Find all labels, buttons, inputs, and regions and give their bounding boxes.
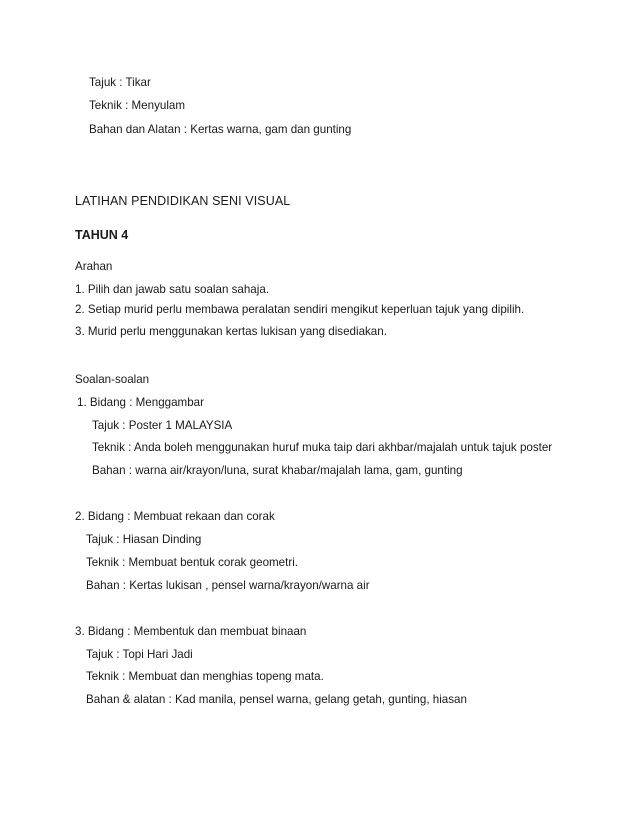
year-heading: TAHUN 4: [75, 228, 129, 242]
arahan-item: 2. Setiap murid perlu membawa peralatan sendiri mengikut keperluan tajuk yang dipilih.: [75, 303, 525, 316]
top-bahan: Bahan dan Alatan : Kertas warna, gam dan gunting: [89, 123, 352, 136]
arahan-item: 3. Murid perlu menggunakan kertas lukisan yang disediakan.: [75, 325, 387, 338]
q1-tajuk: Tajuk : Poster 1 MALAYSIA: [92, 419, 233, 432]
page-title: LATIHAN PENDIDIKAN SENI VISUAL: [75, 194, 291, 208]
top-tajuk: Tajuk : Tikar: [89, 76, 151, 89]
q1-bahan: Bahan : warna air/krayon/luna, surat khabar/majalah lama, gam, gunting: [92, 464, 463, 477]
q3-bidang: 3. Bidang : Membentuk dan membuat binaan: [75, 625, 307, 638]
q2-bidang: 2. Bidang : Membuat rekaan dan corak: [75, 510, 275, 523]
q1-bidang: 1. Bidang : Menggambar: [77, 396, 204, 409]
arahan-heading: Arahan: [75, 260, 113, 273]
top-teknik: Teknik : Menyulam: [89, 99, 186, 112]
arahan-item: 1. Pilih dan jawab satu soalan sahaja.: [75, 283, 270, 296]
q2-bahan: Bahan : Kertas lukisan , pensel warna/krayon/warna air: [86, 579, 370, 592]
q2-teknik: Teknik : Membuat bentuk corak geometri.: [86, 556, 299, 569]
q2-tajuk: Tajuk : Hiasan Dinding: [86, 533, 202, 546]
q1-teknik: Teknik : Anda boleh menggunakan huruf muka taip dari akhbar/majalah untuk tajuk poster: [92, 441, 553, 454]
q3-tajuk: Tajuk : Topi Hari Jadi: [86, 648, 193, 661]
q3-teknik: Teknik : Membuat dan menghias topeng mata.: [86, 670, 324, 683]
q3-bahan: Bahan & alatan : Kad manila, pensel warna, gelang getah, gunting, hiasan: [86, 693, 467, 706]
soalan-heading: Soalan-soalan: [75, 373, 150, 386]
